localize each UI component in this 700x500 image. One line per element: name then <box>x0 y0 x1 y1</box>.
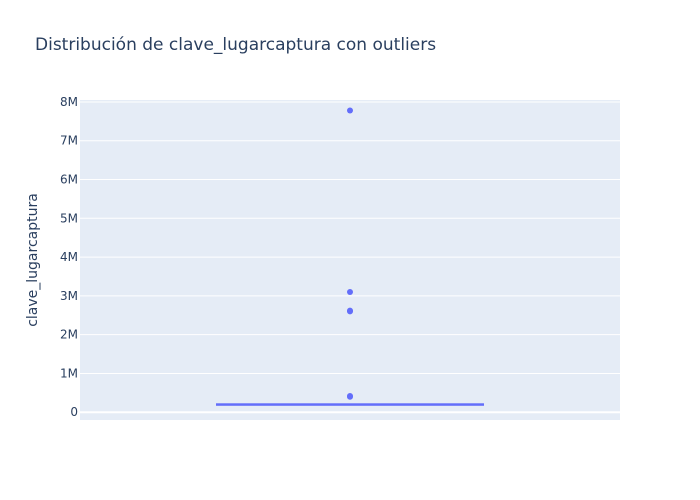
y-tick-label: 3M <box>60 288 78 303</box>
chart-title: Distribución de clave_lugarcaptura con outliers <box>35 35 437 55</box>
plot-area <box>80 100 620 420</box>
y-tick-label: 4M <box>60 250 78 265</box>
y-axis-ticks <box>60 95 78 419</box>
y-tick-label: 7M <box>60 133 78 148</box>
outlier-point <box>347 393 353 399</box>
outlier-point <box>347 289 353 295</box>
box-series <box>217 404 483 405</box>
y-axis-title: clave_lugarcaptura <box>25 193 41 327</box>
outlier-point <box>347 107 353 113</box>
y-tick-label: 8M <box>60 94 78 109</box>
y-tick-label: 5M <box>60 211 78 226</box>
y-tick-label: 6M <box>60 172 78 187</box>
y-tick-label: 0 <box>70 405 78 420</box>
y-tick-label: 1M <box>60 366 78 381</box>
outlier-point <box>347 308 353 314</box>
y-tick-label: 2M <box>60 327 78 342</box>
